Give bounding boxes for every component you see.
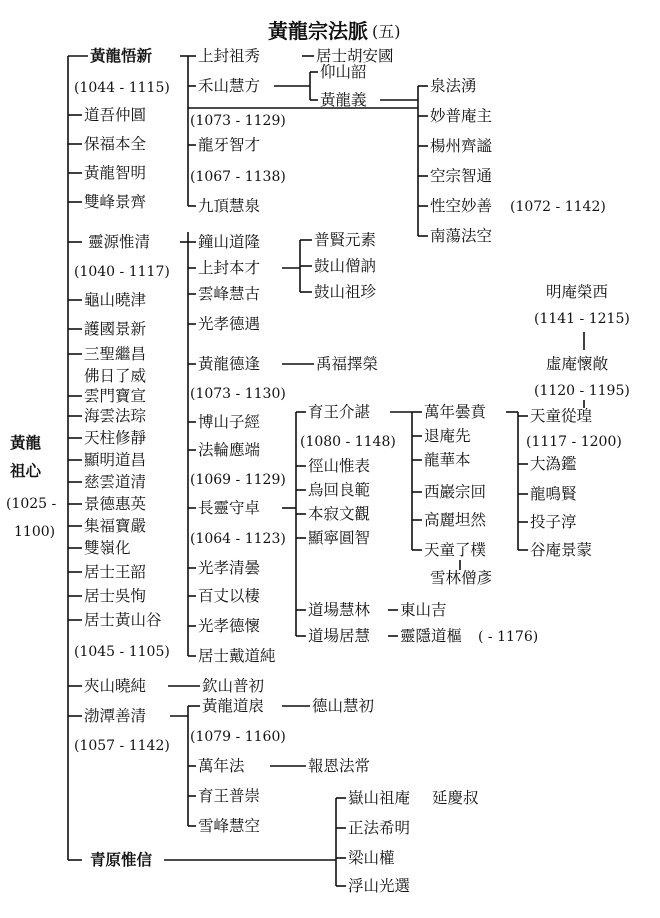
lineage-node: 上封本才 [198,259,261,277]
lineage-node: 禹福擇榮 [316,355,379,373]
lineage-node: 西巖宗回 [424,483,487,501]
lineage-node-dates: ( - 1176) [478,629,539,645]
lineage-node: 龍牙智才 [198,136,261,154]
lineage-node: 普賢元素 [314,231,377,249]
lineage-node: 靈隱道樞 [400,627,463,645]
lineage-node: 居士胡安國 [316,47,394,65]
lineage-node: 雙峰景齊 [84,193,147,211]
lineage-node: 龍鳴賢 [530,485,577,503]
lineage-node-dates: (1067 - 1138) [190,169,286,185]
lineage-node: 楊州齊謐 [430,137,493,155]
lineage-node: 德山慧初 [312,697,375,715]
lineage-node: 上封祖秀 [198,47,261,65]
lineage-node: 渤潭善清 [84,707,147,725]
lineage-node: 浮山光選 [348,877,411,895]
lineage-node-dates: (1141 - 1215) [534,311,630,327]
lineage-node: 仰山韶 [320,63,367,81]
lineage-node: 居士戴道純 [198,647,276,665]
lineage-node: 欽山普初 [202,677,265,695]
lineage-node-dates: (1073 - 1129) [190,113,286,129]
lineage-node: 育王普崇 [198,787,261,805]
lineage-node: 虛庵懷敞 [546,355,609,373]
lineage-node: 性空妙善 [430,197,493,215]
lineage-node: 光孝德懷 [198,617,261,635]
lineage-node-dates: (1064 - 1123) [190,531,286,547]
lineage-node-dates: (1072 - 1142) [510,199,606,215]
lineage-node: 護國景新 [84,320,147,338]
lineage-node-dates: (1069 - 1129) [190,472,286,488]
lineage-node: 東山吉 [400,601,447,619]
lineage-node: 萬年法 [198,757,245,775]
lineage-node: 南蕩法空 [430,227,493,245]
generation-1-column [74,46,170,869]
root-name: 祖心 [10,461,42,480]
lineage-node: 禾山慧方 [198,77,261,95]
lineage-node: 谷庵景蒙 [530,541,593,559]
lineage-node: 徑山惟表 [308,457,371,475]
lineage-node-dates: (1080 - 1148) [300,434,396,450]
lineage-node: 鐘山道隆 [198,233,261,251]
lineage-node: 明庵榮西 [546,283,609,301]
lineage-node: 道吾仲圓 [84,106,147,124]
lineage-node: 退庵先 [424,427,471,445]
lineage-node: 居士黃山谷 [84,611,162,629]
lineage-node: 龜山曉津 [84,291,147,309]
lineage-node: 青原惟信 [90,850,153,869]
lineage-node: 道場居慧 [308,627,371,645]
lineage-node: 雲門寶宣 [84,387,147,405]
lineage-node: 顯寧圓智 [308,529,371,547]
lineage-node: 天童了樸 [424,541,487,559]
lineage-node: 景德惠英 [84,495,147,513]
lineage-node: 天柱修靜 [84,429,147,447]
lineage-node: 三聖繼昌 [84,345,147,363]
lineage-node: 泉法湧 [430,77,477,95]
lineage-node: 九頂慧泉 [198,197,261,215]
lineage-node: 顯明道昌 [84,451,147,469]
chart-title: 黃龍宗法脈 [268,19,368,43]
generation-4-column [424,77,609,587]
lineage-node: 百丈以棲 [198,587,261,605]
lineage-node-dates: (1040 - 1117) [74,264,170,280]
lineage-node-dates: (1045 - 1105) [74,644,170,660]
lineage-node: 萬年曇賁 [424,403,487,421]
lineage-node: 雪林僧彥 [430,569,493,587]
lineage-node: 保福本全 [84,135,147,153]
lineage-node: 夾山曉純 [84,677,147,695]
lineage-node: 光孝德遇 [198,315,261,333]
lineage-node: 黃龍道扆 [202,697,265,715]
lineage-node: 雙嶺化 [84,539,131,557]
lineage-node: 梁山權 [348,849,395,867]
lineage-node: 黃龍智明 [84,164,147,182]
lineage-node: 鼓山祖珍 [314,283,377,301]
lineage-node: 育王介諶 [308,403,371,421]
lineage-node: 正法希明 [348,819,411,837]
lineage-node: 龍華本 [424,451,471,469]
lineage-node: 雪峰慧空 [198,817,261,835]
lineage-node: 居士王韶 [84,563,147,581]
lineage-node: 嶽山祖庵 [348,789,411,807]
lineage-node: 長靈守卓 [198,499,261,517]
lineage-node-dates: (1044 - 1115) [74,80,170,96]
lineage-node: 投子淳 [530,513,577,531]
lineage-node-dates: (1117 - 1200) [526,434,622,450]
root-name: 黃龍 [10,433,42,452]
lineage-node-dates: (1079 - 1160) [190,729,286,745]
lineage-node-dates: (1057 - 1142) [74,738,170,754]
lineage-node: 空宗智通 [430,167,493,185]
lineage-node: 雲峰慧古 [198,285,261,303]
lineage-node: 報恩法常 [308,757,371,775]
lineage-node: 黃龍義 [320,91,367,109]
lineage-node: 妙普庵主 [430,107,493,125]
generation-5-column [526,283,630,559]
lineage-node: 延慶叔 [432,789,479,807]
lineage-node: 黃龍德逢 [198,355,261,373]
chart-title-suffix: (五) [372,22,401,41]
lineage-node: 烏回良範 [308,481,371,499]
lineage-node: 黃龍悟新 [90,46,153,65]
lineage-node: 天童從瑝 [530,407,593,425]
root-dates: 1100) [14,524,56,540]
lineage-node: 法輪應端 [198,441,261,459]
lineage-node: 居士吳恂 [84,587,147,605]
root-dates: (1025 - [6,496,57,512]
lineage-node: 慈雲道清 [84,473,147,491]
lineage-node: 本寂文觀 [308,505,371,523]
lineage-node: 高麗坦然 [424,511,487,529]
lineage-node: 道場慧林 [308,601,371,619]
lineage-node: 鼓山僧訥 [314,257,377,275]
lineage-node-dates: (1120 - 1195) [534,383,630,399]
lineage-node: 佛日了威 [84,367,147,385]
lineage-node: 光孝清曇 [198,559,261,577]
lineage-node-dates: (1073 - 1130) [190,386,286,402]
lineage-node: 海雲法琮 [84,407,147,425]
lineage-node: 集福寶嚴 [84,517,147,535]
lineage-node: 靈源惟清 [88,233,151,251]
generation-3-column [300,231,538,895]
lineage-node: 大溈鑑 [530,455,577,473]
lineage-node: 博山子經 [198,413,261,431]
